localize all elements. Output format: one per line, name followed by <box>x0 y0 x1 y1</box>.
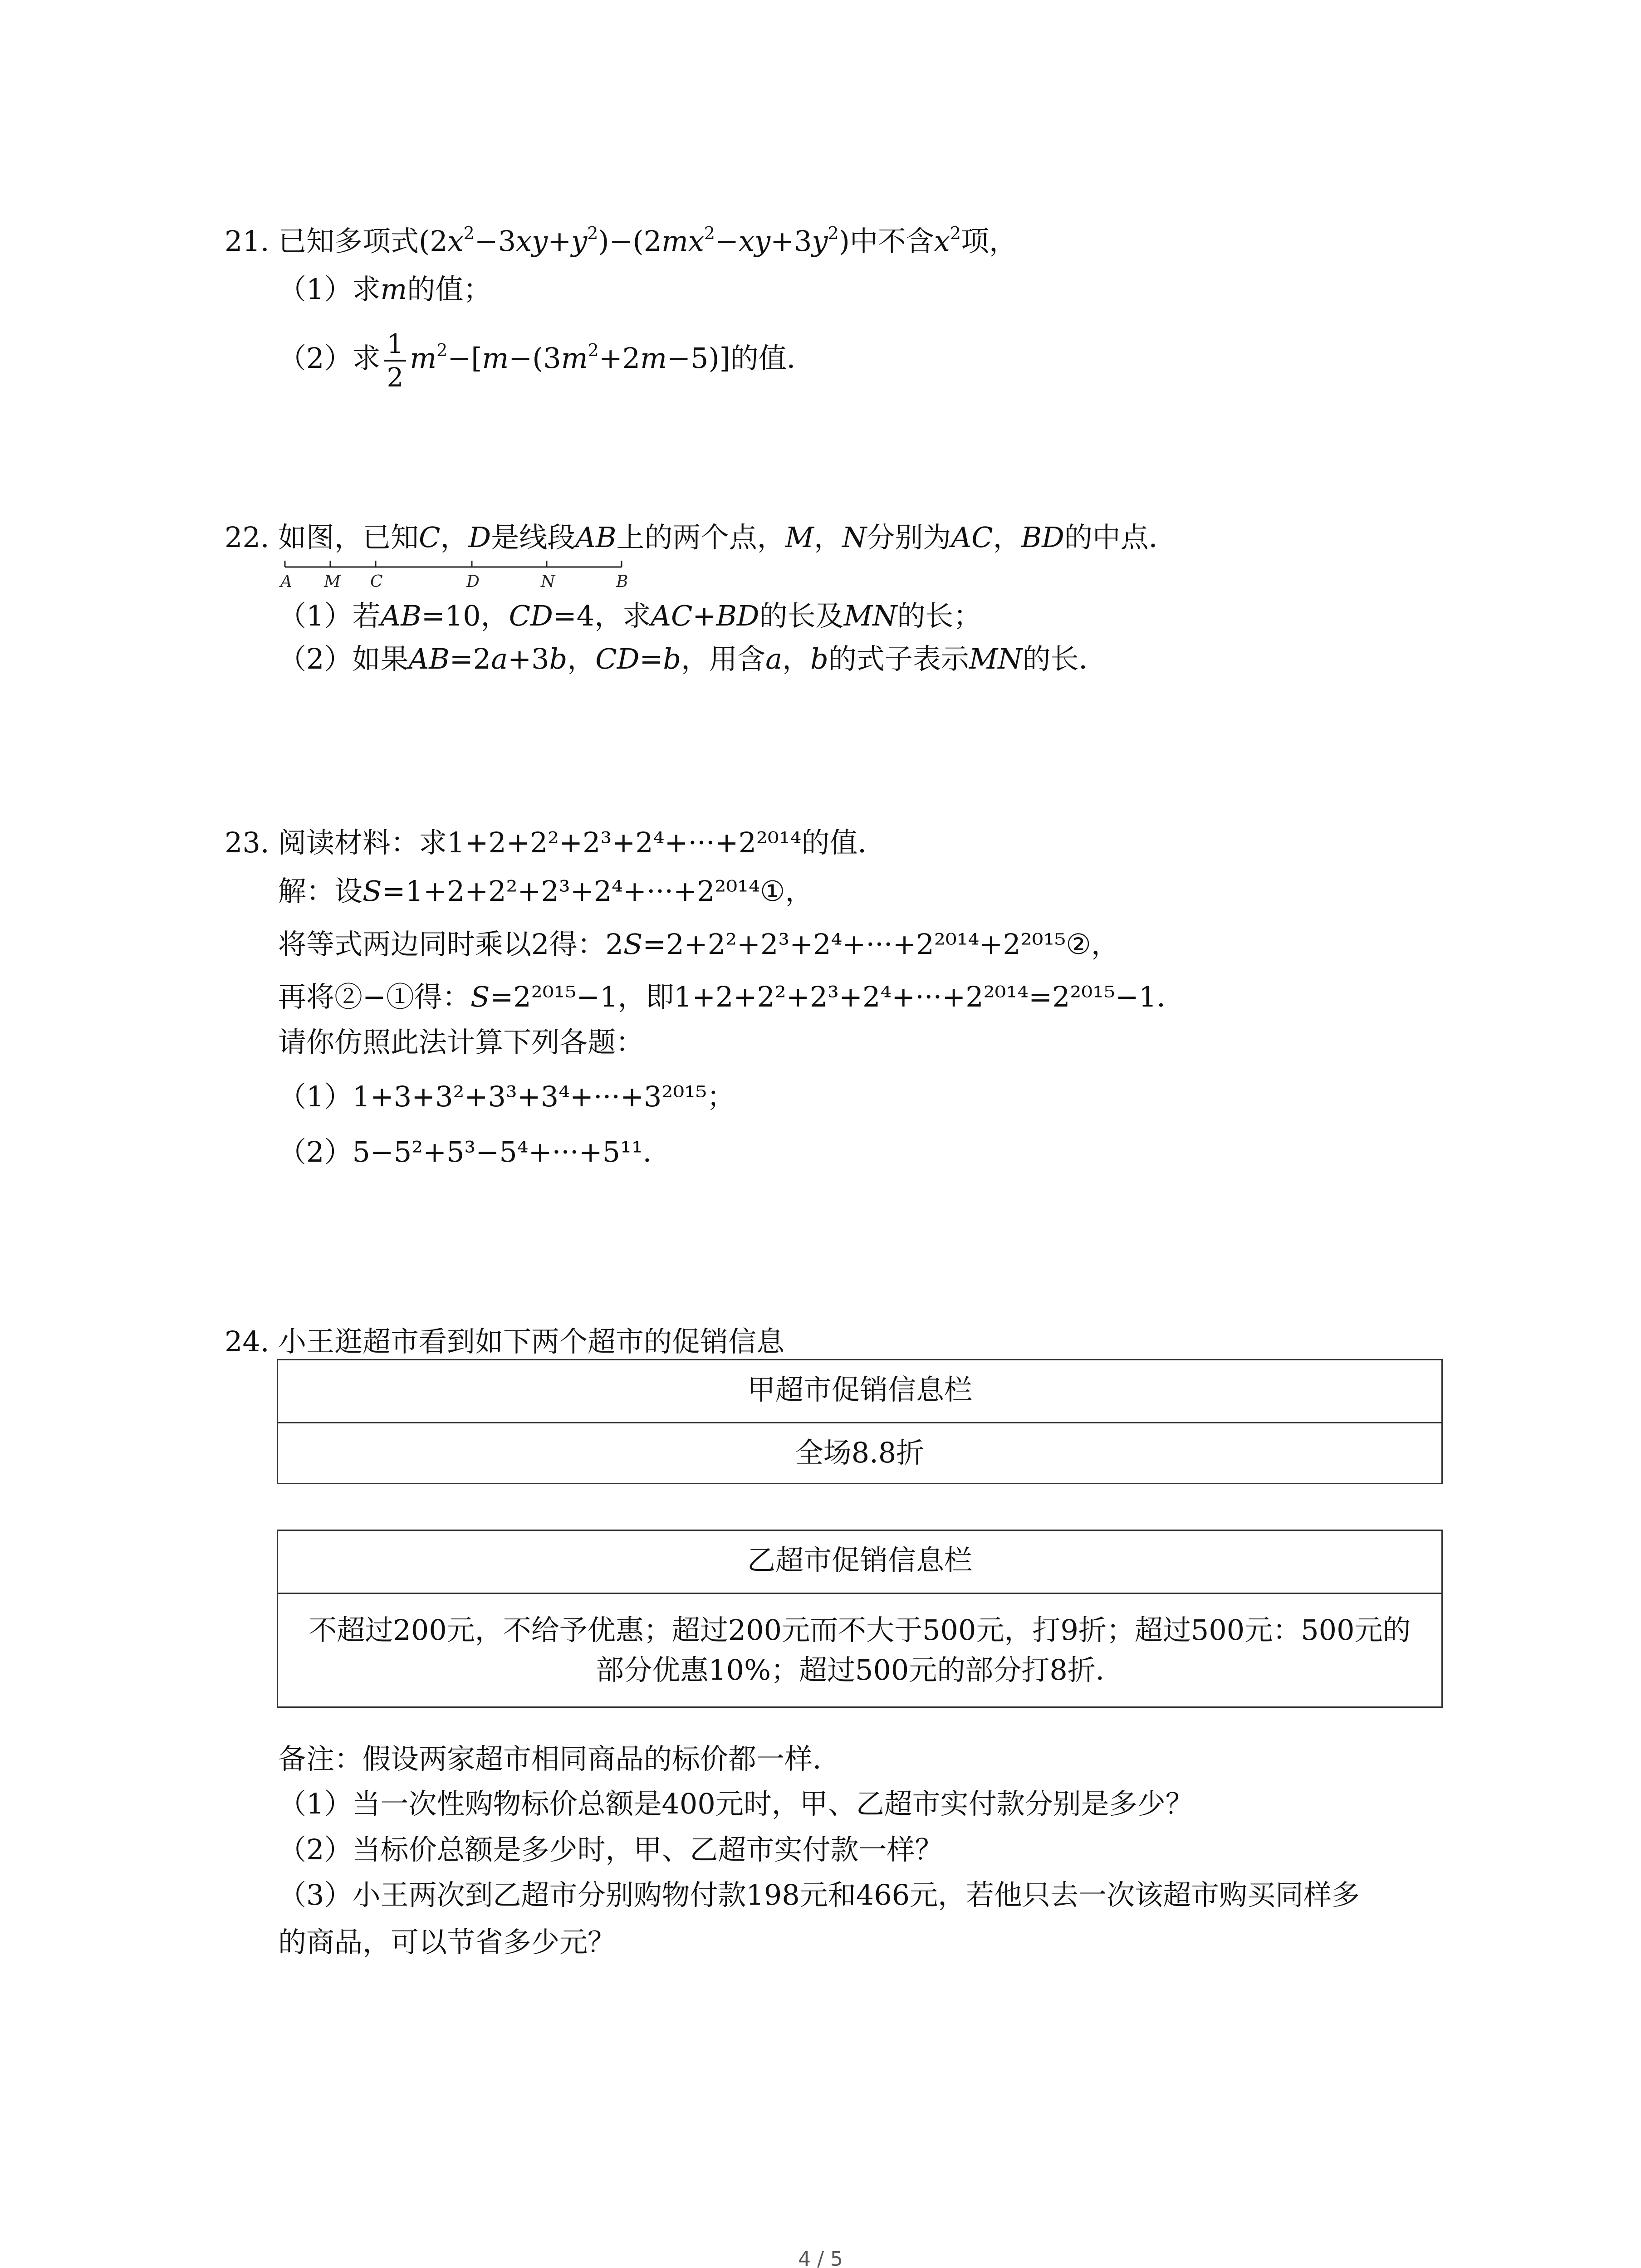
q23-ask: 请你仿照此法计算下列各题： <box>278 1026 644 1059</box>
jia-promo-content: 全场8.8折 <box>278 1422 1441 1483</box>
q24-note: 备注：假设两家超市相同商品的标价都一样． <box>278 1742 841 1775</box>
yi-promo-content <box>278 1593 1441 1706</box>
label-n: N <box>541 572 555 591</box>
q22-part2: （2）如果AB=2a+3b，CD=b，用含a，b的式子表示MN的长． <box>278 642 1107 675</box>
q23-step3: 再将②−①得：S=2²⁰¹⁵−1，即1+2+2²+2³+2⁴+···+2²⁰¹⁴=2²⁰¹⁵−1． <box>278 980 1185 1013</box>
q23-step2: 将等式两边同时乘以2得：2S=2+2²+2³+2⁴+···+2²⁰¹⁴+2²⁰¹⁵②， <box>278 928 1119 961</box>
q22-part1: （1）若AB=10，CD=4，求AC+BD的长及MN的长； <box>278 599 982 632</box>
yi-promo-table <box>277 1530 1443 1708</box>
q21-part1: （1）求m的值； <box>278 273 492 306</box>
jia-promo-table <box>277 1359 1443 1484</box>
q24-part3-line2: 的商品，可以节省多少元？ <box>278 1926 616 1959</box>
jia-promo-title: 甲超市促销信息栏 <box>747 1373 972 1406</box>
q23-part1: （1）1+3+3²+3³+3⁴+···+3²⁰¹⁵； <box>278 1080 735 1113</box>
label-d: D <box>466 572 480 591</box>
label-m: M <box>324 572 341 591</box>
q24-part2: （2）当标价总额是多少时，甲、乙超市实付款一样？ <box>278 1833 943 1866</box>
q22-stem: 22. 如图，已知C，D是线段AB上的两个点，M，N分别为AC，BD的中点． <box>225 521 1177 554</box>
q21-part2: （2）求 $\frac{1}{2}$ $m^2-[m-(3m^2+2m-5)]$的值． <box>278 328 815 393</box>
fraction-one-half: $\frac{1}{2}$ <box>384 331 406 391</box>
q24-part3-line1: （3）小王两次到乙超市分别购物付款198元和466元，若他只去一次该超市购买同样多 <box>278 1878 1360 1911</box>
label-b: B <box>616 572 628 591</box>
label-a: A <box>280 572 292 591</box>
q23-stem: 23. 阅读材料：求1+2+2²+2³+2⁴+···+2²⁰¹⁴的值． <box>225 826 886 859</box>
q23-solution: 解：设S=1+2+2²+2³+2⁴+···+2²⁰¹⁴①， <box>278 875 813 908</box>
yi-promo-title: 乙超市促销信息栏 <box>747 1544 972 1577</box>
q23-part2: （2）5−5²+5³−5⁴+···+5¹¹． <box>278 1135 671 1168</box>
yi-promo-line1: 不超过200元，不给予优惠；超过200元而不大于500元，打9折；超过500元：500元的 <box>309 1613 1411 1647</box>
yi-promo-line2: 部分优惠10%；超过500元的部分打8折． <box>596 1653 1124 1686</box>
line-segment-figure <box>272 557 644 593</box>
q24-part1: （1）当一次性购物标价总额是400元时，甲、乙超市实付款分别是多少？ <box>278 1787 1194 1820</box>
q21-stem: 21. 已知多项式$(2x^2-3xy+y^2)-(2mx^2-xy+3y^2)$中不含$x^2$项， <box>225 223 1018 258</box>
q24-stem: 24. 小王逛超市看到如下两个超市的促销信息 <box>225 1325 785 1358</box>
page-number: 4 / 5 <box>798 2248 843 2268</box>
label-c: C <box>370 572 383 591</box>
